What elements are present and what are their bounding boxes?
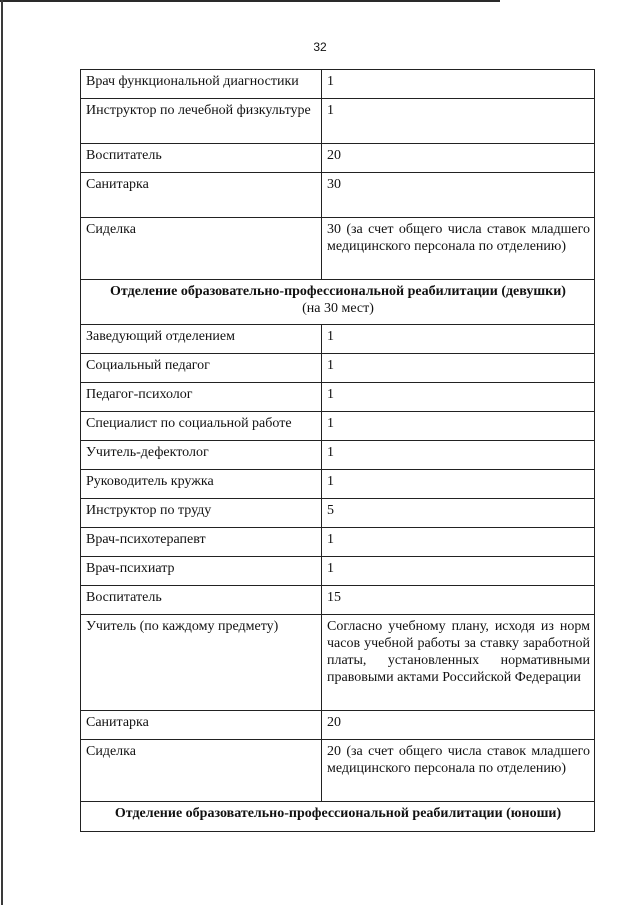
position-cell: Воспитатель [81,586,322,615]
count-cell: 20 (за счет общего числа ставок младшего медицинского персонала по отделению) [322,740,595,802]
table-row [81,325,595,354]
count-cell: Согласно учебному плану, исходя из норм часов учебной работы за ставку заработной платы, установленных нормативными правовыми актами Российской Федерации [322,615,595,711]
position-cell: Воспитатель [81,144,322,173]
position-cell: Заведующий отделением [81,325,322,354]
section-title: Отделение образовательно-профессиональной реабилитации (девушки) [110,284,566,299]
table-row [81,528,595,557]
table-row [81,711,595,740]
table-row [81,470,595,499]
count-cell: 1 [322,383,595,412]
table-row [81,499,595,528]
table-row [81,99,595,144]
position-cell: Социальный педагог [81,354,322,383]
position-cell: Специалист по социальной работе [81,412,322,441]
table-row [81,740,595,802]
count-cell: 15 [322,586,595,615]
position-cell: Сиделка [81,740,322,802]
count-cell: 1 [322,412,595,441]
position-cell: Врач функциональной диагностики [81,70,322,99]
table-row [81,218,595,280]
position-cell: Учитель (по каждому предмету) [81,615,322,711]
position-cell: Инструктор по лечебной физкультуре [81,99,322,144]
section-header-row [81,802,595,832]
table-row [81,383,595,412]
count-cell: 1 [322,470,595,499]
count-cell: 1 [322,528,595,557]
table-row [81,557,595,586]
count-cell: 1 [322,354,595,383]
table-row [81,70,595,99]
scan-top-edge [0,0,500,2]
table-row [81,441,595,470]
position-cell: Санитарка [81,173,322,218]
section-subtitle: (на 30 мест) [302,301,374,316]
position-cell: Сиделка [81,218,322,280]
position-cell: Врач-психотерапевт [81,528,322,557]
count-cell: 1 [322,325,595,354]
table-row [81,173,595,218]
count-cell: 1 [322,70,595,99]
section-header [81,280,595,325]
count-cell: 1 [322,557,595,586]
section-title: Отделение образовательно-профессиональной реабилитации (юноши) [114,806,562,821]
count-cell: 1 [322,441,595,470]
count-cell: 30 (за счет общего числа ставок младшего медицинского персонала по отделению) [322,218,595,280]
position-cell: Санитарка [81,711,322,740]
table-row [81,354,595,383]
table-row [81,412,595,441]
position-cell: Врач-психиатр [81,557,322,586]
staffing-table [80,69,595,832]
position-cell: Инструктор по труду [81,499,322,528]
section-header-row [81,280,595,325]
count-cell: 1 [322,99,595,144]
position-cell: Педагог-психолог [81,383,322,412]
table-row [81,586,595,615]
table-row [81,615,595,711]
count-cell: 5 [322,499,595,528]
count-cell: 20 [322,711,595,740]
page-number: 32 [313,40,327,54]
count-cell: 30 [322,173,595,218]
count-cell: 20 [322,144,595,173]
table-row [81,144,595,173]
position-cell: Учитель-дефектолог [81,441,322,470]
scan-left-edge [1,0,3,905]
section-header [81,802,595,832]
position-cell: Руководитель кружка [81,470,322,499]
